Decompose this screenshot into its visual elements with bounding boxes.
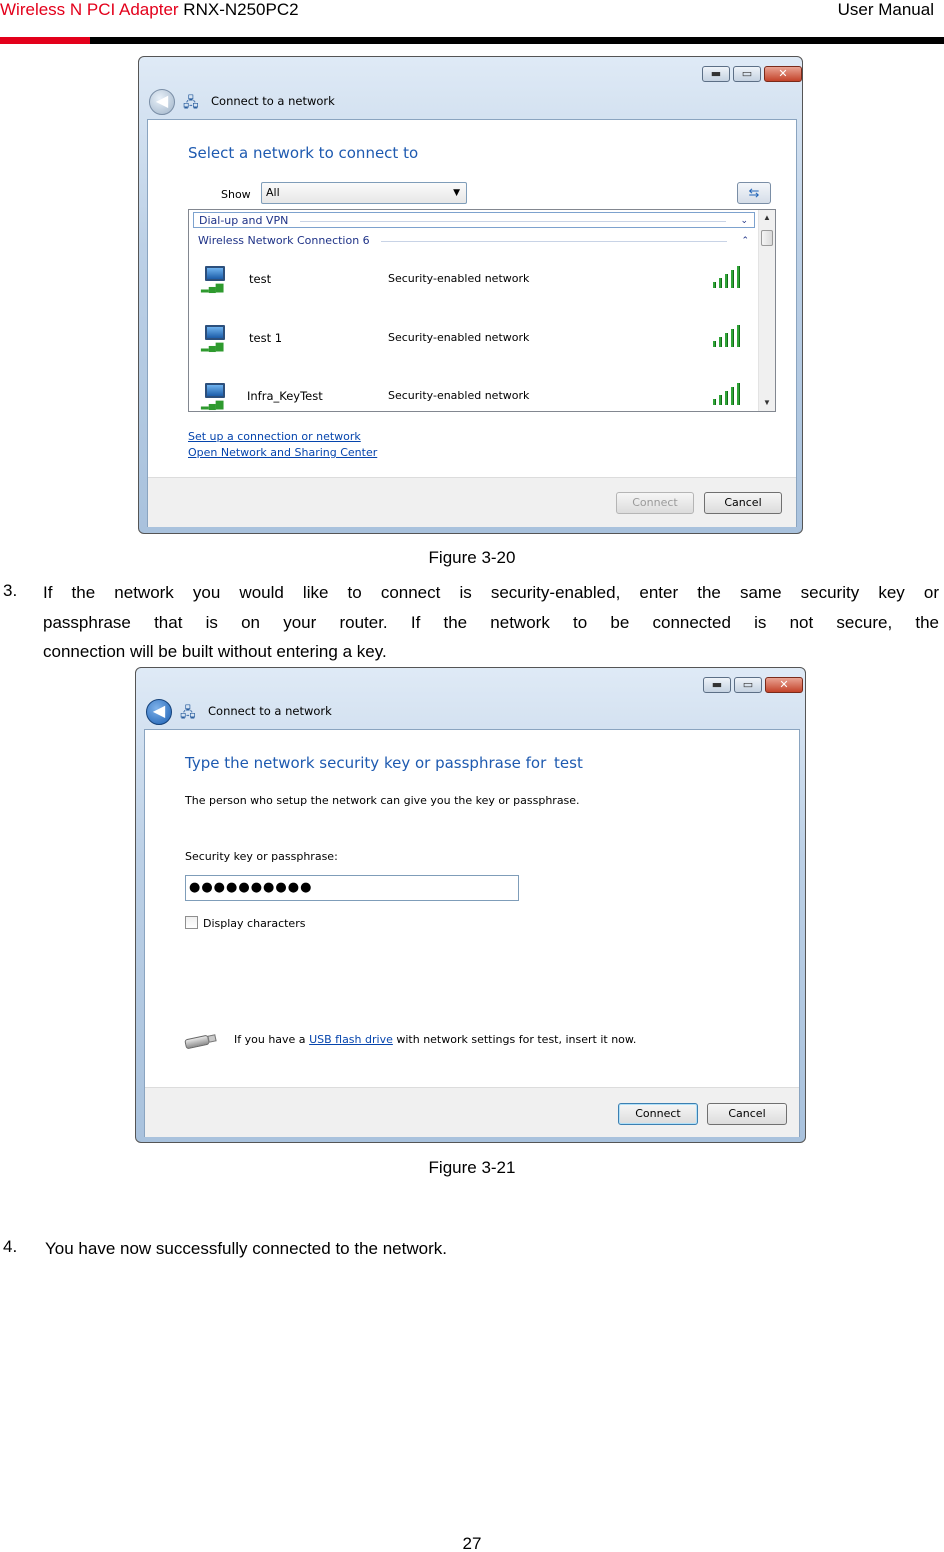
header-title	[0, 0, 299, 20]
network-icon: 🖧	[183, 94, 199, 110]
step-4-number: 4.	[3, 1237, 18, 1256]
scroll-thumb[interactable]	[761, 230, 773, 246]
step-3-line3: connection will be built without entering a key.	[43, 642, 387, 661]
header-rule-red	[0, 37, 90, 44]
display-characters-checkbox[interactable]	[185, 916, 198, 929]
signal-strength-icon	[713, 325, 745, 347]
network-name: Infra_KeyTest	[247, 389, 323, 403]
wireless-network-icon: ▂▄▆	[201, 266, 227, 290]
usb-flash-drive-link[interactable]: USB flash drive	[309, 1033, 393, 1046]
vertical-scrollbar[interactable]	[758, 210, 775, 411]
header-model: RNX-N250PC2	[183, 0, 299, 19]
maximize-button[interactable]: ▭	[733, 66, 761, 82]
signal-strength-icon	[713, 383, 745, 405]
usb-hint-network: test	[537, 1033, 559, 1046]
minimize-button[interactable]: ▬	[703, 677, 731, 693]
step-4-text: You have now successfully connected to the network.	[45, 1239, 447, 1258]
dialog-footer	[148, 477, 796, 527]
group-dialup[interactable]	[193, 212, 755, 228]
network-center-link[interactable]: Open Network and Sharing Center	[188, 446, 378, 459]
security-key-input[interactable]: ●●●●●●●●●●	[185, 875, 519, 901]
network-row[interactable]	[193, 262, 753, 302]
show-label: Show	[221, 188, 251, 201]
back-arrow-icon[interactable]: ◀	[146, 699, 172, 725]
cancel-button[interactable]: Cancel	[707, 1103, 787, 1125]
connect-button[interactable]: Connect	[616, 492, 694, 514]
step-3-line1: If the network you would like to connect is security-enabled, enter the same security key or	[43, 583, 939, 602]
group-dialup-label: Dial-up and VPN	[199, 214, 289, 227]
chevron-up-icon: ⌃	[741, 236, 749, 246]
signal-strength-icon	[713, 266, 745, 288]
network-security: Security-enabled network	[388, 272, 530, 285]
figure-20-window	[138, 56, 803, 534]
usb-hint-suffix: , insert it now.	[558, 1033, 637, 1046]
dialog-heading: Select a network to connect to	[188, 144, 419, 162]
usb-drive-icon	[185, 1034, 217, 1048]
header-product: Wireless N PCI Adapter	[0, 0, 179, 19]
window-title: Connect to a network	[211, 94, 335, 108]
heading-prefix: Type the network security key or passphrase for	[185, 754, 547, 772]
usb-hint-middle: with network settings for	[396, 1033, 534, 1046]
connect-button[interactable]: Connect	[618, 1103, 698, 1125]
close-button[interactable]: ✕	[765, 677, 803, 693]
close-button[interactable]: ✕	[764, 66, 802, 82]
dialog-subtitle: The person who setup the network can give you the key or passphrase.	[185, 794, 580, 807]
display-characters-label: Display characters	[203, 917, 306, 930]
page-number: 27	[462, 1534, 482, 1552]
back-arrow-icon[interactable]: ◀	[149, 89, 175, 115]
chevron-down-icon: ▼	[453, 188, 460, 198]
usb-hint-prefix: If you have a	[234, 1033, 306, 1046]
header-rule-black	[90, 37, 944, 44]
dialog-content	[147, 119, 797, 527]
maximize-button[interactable]: ▭	[734, 677, 762, 693]
wireless-network-icon: ▂▄▆	[201, 383, 227, 407]
network-name: test	[249, 272, 272, 286]
scroll-up-icon[interactable]: ▲	[763, 213, 771, 222]
network-row[interactable]	[193, 379, 753, 411]
heading-network: test	[554, 754, 583, 772]
network-icon: 🖧	[180, 704, 196, 720]
network-list	[188, 209, 776, 412]
setup-connection-link[interactable]: Set up a connection or network	[188, 430, 361, 443]
figure-20-caption: Figure 3-20	[428, 548, 516, 567]
dialog-content	[144, 729, 800, 1137]
network-row[interactable]	[193, 321, 753, 361]
window-title: Connect to a network	[208, 704, 332, 718]
figure-21-window	[135, 667, 806, 1143]
usb-hint	[234, 1033, 636, 1046]
step-3-number: 3.	[3, 581, 18, 600]
chevron-down-icon: ⌄	[740, 216, 748, 226]
divider	[381, 241, 727, 242]
network-security: Security-enabled network	[388, 331, 530, 344]
figure-21-caption: Figure 3-21	[428, 1158, 516, 1177]
minimize-button[interactable]: ▬	[702, 66, 730, 82]
show-select[interactable]	[261, 182, 467, 204]
divider	[300, 221, 726, 222]
show-select-value: All	[266, 186, 280, 199]
cancel-button[interactable]: Cancel	[704, 492, 782, 514]
wireless-network-icon: ▂▄▆	[201, 325, 227, 349]
network-name: test 1	[249, 331, 283, 345]
dialog-heading	[185, 754, 583, 772]
step-3-line2: passphrase that is on your router. If the network to be connected is not secure, the	[43, 613, 939, 632]
group-wireless-label: Wireless Network Connection 6	[198, 234, 370, 247]
network-security: Security-enabled network	[388, 389, 530, 402]
group-wireless[interactable]	[193, 233, 755, 249]
refresh-icon[interactable]: ⇆	[737, 182, 771, 204]
header-manual: User Manual	[837, 0, 934, 19]
key-label: Security key or passphrase:	[185, 850, 338, 863]
dialog-footer	[145, 1087, 799, 1137]
scroll-down-icon[interactable]: ▼	[763, 398, 771, 407]
